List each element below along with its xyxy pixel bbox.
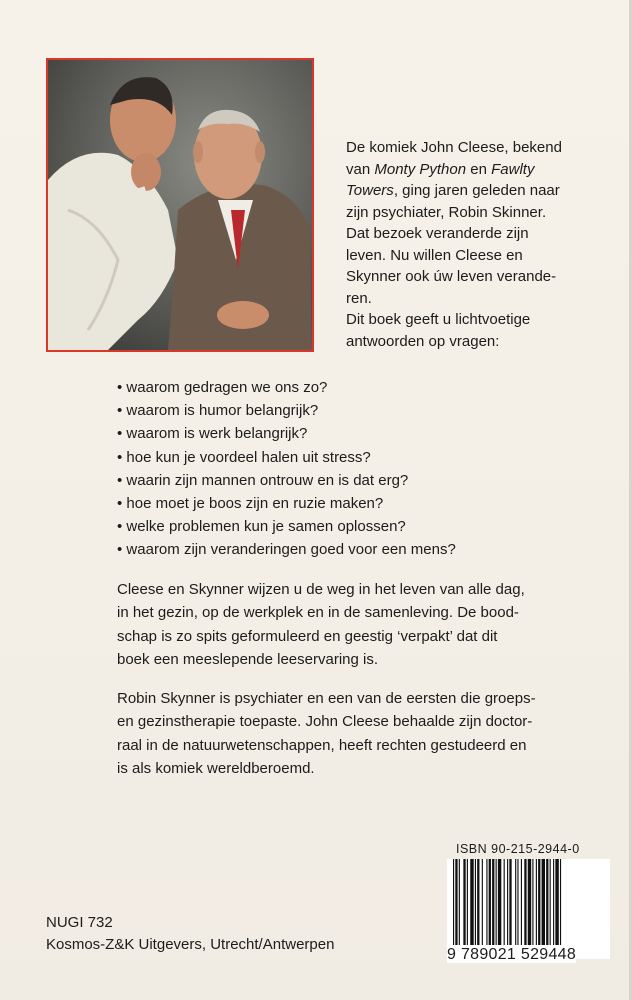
- barcode-bar: [550, 859, 551, 945]
- barcode-bar: [524, 859, 526, 945]
- paragraph-line: in het gezin, op de werkplek en in de samenleving. De bood-: [117, 604, 519, 622]
- description-paragraph: [117, 578, 617, 671]
- intro-line: zijn psychiater, Robin Skinner.: [346, 203, 547, 221]
- barcode-bar: [489, 859, 491, 945]
- barcode-bar: [463, 859, 465, 945]
- author-photo: [46, 58, 314, 352]
- question-item: • waarom is werk belangrijk?: [117, 422, 456, 445]
- intro-line: leven. Nu willen Cleese en: [346, 246, 523, 264]
- intro-line: Skynner ook úw leven verande-: [346, 268, 557, 285]
- isbn-number: ISBN 90-215-2944-0: [456, 842, 580, 856]
- barcode-bars: [447, 859, 610, 945]
- intro-line: Dit boek geeft u lichtvoetige: [346, 311, 531, 328]
- barcode-bar: [532, 859, 533, 945]
- question-item: • waarin zijn mannen ontrouw en is dat erg?: [117, 469, 456, 492]
- intro-line-italic: Towers, ging jaren geleden naar: [346, 182, 560, 199]
- barcode-bar: [467, 859, 468, 945]
- barcode-bar: [504, 859, 505, 945]
- paragraph-line: schap is zo spits geformuleerd en geestig ‘verpakt’ dat dit: [117, 627, 498, 645]
- paragraph-line: raal in de natuurwetenschappen, heeft rechten gestudeerd en: [117, 736, 527, 754]
- barcode-bar: [459, 859, 460, 945]
- barcode-bar: [477, 859, 479, 945]
- question-item: • hoe moet je boos zijn en ruzie maken?: [117, 492, 456, 515]
- paragraph-line: en gezinstherapie toepaste. John Cleese behaalde zijn doctor-: [117, 713, 533, 731]
- barcode-bar: [492, 859, 494, 945]
- paragraph-line: Robin Skynner is psychiater en een van de eersten die groeps-: [117, 690, 536, 707]
- paragraph-line: boek een meeslepende leeservaring is.: [117, 650, 378, 668]
- publisher-name: Kosmos-Z&K Uitgevers, Utrecht/Antwerpen: [46, 936, 335, 953]
- barcode-bar: [555, 859, 558, 945]
- barcode-bar: [455, 859, 457, 945]
- barcode-bar: [507, 859, 508, 945]
- photo-illustration: [48, 60, 312, 350]
- barcode-bar: [496, 859, 497, 945]
- question-item: • welke problemen kun je samen oplossen?: [117, 515, 456, 538]
- barcode-bar: [509, 859, 511, 945]
- intro-line-italic: van Monty Python en Fawlty: [346, 160, 535, 178]
- barcode-bar: [482, 859, 483, 945]
- barcode-bar: [542, 859, 545, 945]
- barcode-bar: [515, 859, 516, 945]
- authors-paragraph: [117, 687, 617, 780]
- paragraph-line: Cleese en Skynner wijzen u de weg in het leven van alle dag,: [117, 581, 525, 598]
- question-item: • hoe kun je voordeel halen uit stress?: [117, 446, 456, 469]
- barcode-bar: [553, 859, 554, 945]
- barcode-bar: [560, 859, 561, 945]
- question-item: • waarom gedragen we ons zo?: [117, 376, 456, 399]
- barcode-bar: [486, 859, 487, 945]
- barcode-bar: [521, 859, 522, 945]
- barcode-bar: [453, 859, 454, 945]
- barcode-digits: 9 789021 529448: [447, 946, 577, 963]
- intro-text: [346, 137, 616, 352]
- question-item: • waarom is humor belangrijk?: [117, 399, 456, 422]
- barcode-bar: [538, 859, 540, 945]
- barcode-bar: [546, 859, 548, 945]
- paragraph-line: is als komiek wereldberoemd.: [117, 759, 315, 777]
- question-item: • waarom zijn veranderingen goed voor een mens?: [117, 538, 456, 561]
- intro-line: ren.: [346, 289, 372, 307]
- barcode-bar: [498, 859, 501, 945]
- question-list: [117, 376, 456, 562]
- barcode-bar: [470, 859, 473, 945]
- barcode-bar: [475, 859, 476, 945]
- intro-line: De komiek John Cleese, bekend: [346, 139, 562, 156]
- barcode-bar: [536, 859, 537, 945]
- barcode: [447, 859, 610, 959]
- intro-line: Dat bezoek veranderde zijn: [346, 225, 529, 242]
- nugi-code: NUGI 732: [46, 914, 113, 931]
- barcode-bar: [528, 859, 531, 945]
- barcode-bar: [517, 859, 518, 945]
- intro-line: antwoorden op vragen:: [346, 332, 500, 350]
